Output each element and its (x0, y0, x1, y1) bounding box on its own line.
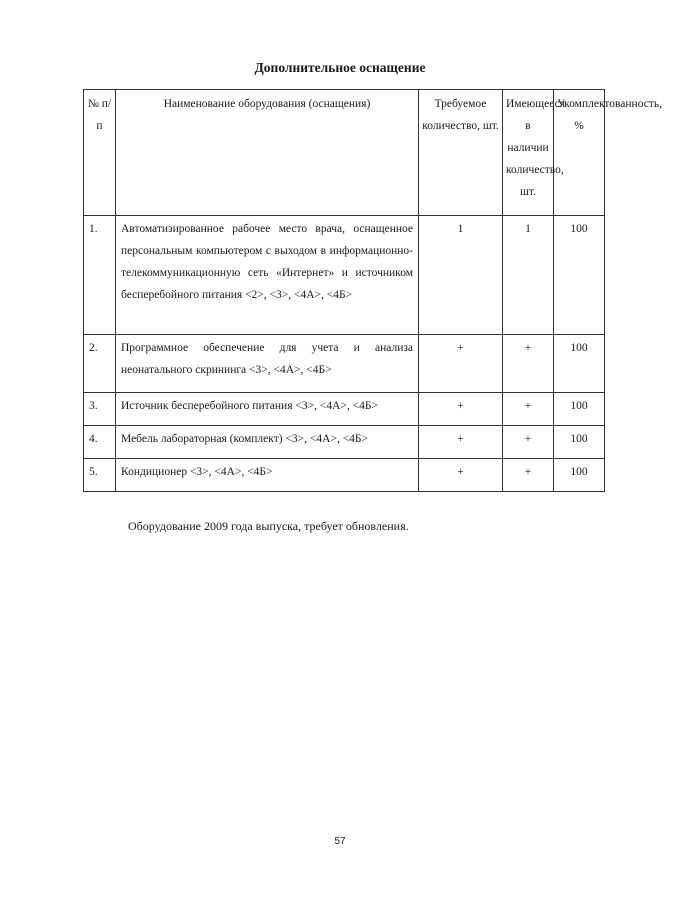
cell-equipped: 100 (554, 216, 605, 335)
cell-equipped: 100 (554, 459, 605, 492)
cell-name: Программное обеспечение для учета и анализа неонатального скрининга <3>, <4А>, <4Б> (116, 335, 419, 393)
cell-available: + (503, 393, 554, 426)
header-name: Наименование оборудования (оснащения) (116, 90, 419, 216)
cell-required: 1 (419, 216, 503, 335)
page-title: Дополнительное оснащение (254, 60, 426, 75)
cell-available: 1 (503, 216, 554, 335)
cell-available: + (503, 426, 554, 459)
cell-required: + (419, 335, 503, 393)
cell-equipped: 100 (554, 393, 605, 426)
cell-required: + (419, 393, 503, 426)
cell-name: Автоматизированное рабочее место врача, оснащенное персональным компьютером с выходом в информационно-телекоммуникационную сеть «Интернет» и источником бесперебойного питания <2>, <3>, <4А>, <4Б> (116, 216, 419, 335)
equipment-table (83, 89, 662, 492)
table-row (84, 335, 605, 393)
cell-name: Источник бесперебойного питания <3>, <4А>, <4Б> (116, 393, 419, 426)
cell-num: 2. (84, 335, 116, 393)
cell-num: 5. (84, 459, 116, 492)
cell-name: Мебель лабораторная (комплект) <3>, <4А>, <4Б> (116, 426, 419, 459)
cell-num: 1. (84, 216, 116, 335)
page-number: 57 (334, 836, 346, 847)
header-num: № п/п (84, 90, 116, 216)
cell-required: + (419, 426, 503, 459)
cell-available: + (503, 459, 554, 492)
header-required: Требуемое количество, шт. (419, 90, 503, 216)
equipment-note: Оборудование 2009 года выпуска, требует обновления. (128, 519, 409, 533)
table-row (84, 459, 605, 492)
table-header-row (84, 90, 605, 216)
cell-num: 3. (84, 393, 116, 426)
cell-num: 4. (84, 426, 116, 459)
table-row (84, 216, 605, 335)
table-row (84, 426, 605, 459)
cell-equipped: 100 (554, 335, 605, 393)
cell-required: + (419, 459, 503, 492)
cell-name: Кондиционер <3>, <4А>, <4Б> (116, 459, 419, 492)
table-row (84, 393, 605, 426)
cell-available: + (503, 335, 554, 393)
header-equipped: Укомплектованность, % (554, 90, 605, 216)
cell-equipped: 100 (554, 426, 605, 459)
header-available: Имеющееся в наличии количество, шт. (503, 90, 554, 216)
